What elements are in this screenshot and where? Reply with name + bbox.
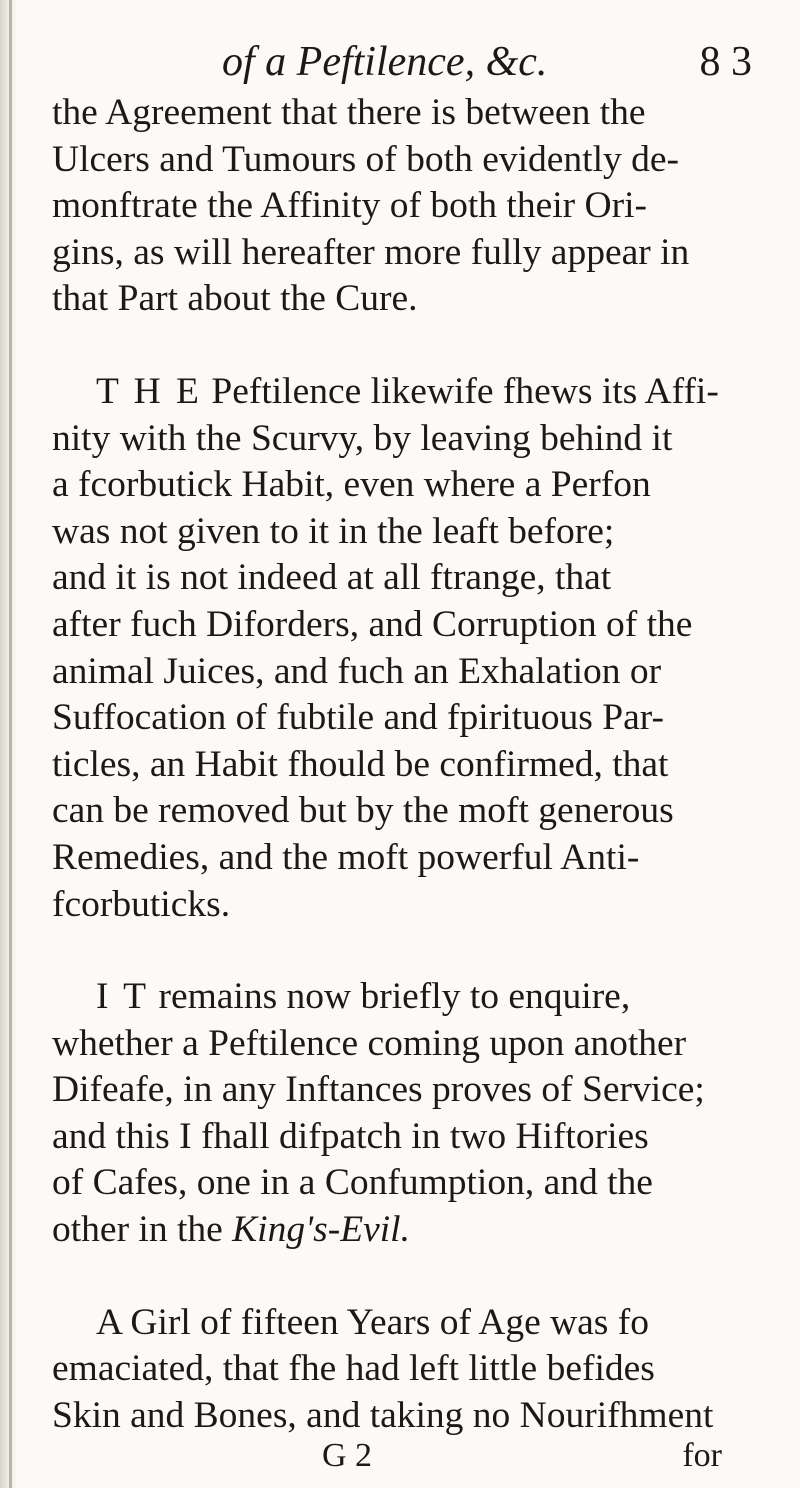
text-line: Suffocation of fubtile and fpirituous Par-: [52, 697, 664, 739]
text-line: whether a Peftilence coming upon another: [52, 1022, 687, 1064]
text-line: and this I fhall difpatch in two Hiftories: [52, 1115, 649, 1157]
text-line: animal Juices, and fuch an Exhalation or: [52, 650, 662, 692]
paragraph-1: [52, 90, 752, 323]
text-line: Ulcers and Tumours of both evidently de-: [52, 138, 680, 180]
text-line-first: A Girl of fifteen Years of Age was fo: [96, 1301, 650, 1343]
text-line: Difeafe, in any Inftances proves of Service;: [52, 1069, 705, 1111]
text-line: emaciated, that fhe had left little befides: [52, 1348, 655, 1390]
text-line: Skin and Bones, and taking no Nourifhment: [52, 1394, 714, 1436]
text-line: ticles, an Habit fhould be confirmed, that: [52, 743, 669, 785]
text-line: a fcorbutick Habit, even where a Perfon: [52, 464, 651, 506]
text-line: monftrate the Affinity of both their Ori-: [52, 185, 648, 227]
text-line-start: other in the: [52, 1209, 233, 1251]
text-line-rest: remains now briefly to enquire,: [149, 976, 631, 1018]
paragraph-lead-caps: I T: [96, 976, 150, 1018]
text-line-first: [52, 369, 752, 416]
text-line-last: [52, 1207, 752, 1254]
page-number: 8 3: [699, 39, 752, 85]
text-line: gins, as will hereafter more fully appear in: [52, 231, 690, 273]
paragraph-lead-caps: T H E: [96, 370, 202, 412]
binding-edge: [9, 0, 12, 1488]
catchword: for: [682, 1437, 722, 1475]
text-line: of Cafes, one in a Confumption, and the: [52, 1162, 653, 1204]
signature-mark: G 2: [322, 1437, 373, 1475]
text-line: that Part about the Cure.: [52, 278, 418, 320]
text-line-first: [52, 974, 752, 1021]
paragraph-3: [52, 974, 752, 1254]
paragraph-2: [52, 369, 752, 928]
paragraph-spacer: [52, 1254, 752, 1300]
text-line: fcorbuticks.: [52, 883, 231, 925]
text-line: was not given to it in the leaft before;: [52, 510, 615, 552]
italic-term: King's-Evil.: [232, 1209, 410, 1251]
paragraph-4: [52, 1300, 752, 1440]
paragraph-spacer: [52, 928, 752, 974]
text-line: nity with the Scurvy, by leaving behind it: [52, 417, 673, 459]
text-line: Remedies, and the moft powerful Anti-: [52, 836, 640, 878]
book-page: [52, 34, 752, 1485]
text-line: the Agreement that there is between the: [52, 92, 646, 133]
page-footer: [52, 1439, 752, 1485]
text-line: can be removed but by the moft generous: [52, 790, 674, 832]
text-line: after fuch Diforders, and Corruption of the: [52, 603, 693, 645]
running-head: [52, 34, 752, 90]
running-head-title: of a Peftilence, &c.: [222, 39, 548, 85]
text-line-rest: Peftilence likewife fhews its Affi-: [201, 370, 719, 412]
paragraph-spacer: [52, 323, 752, 369]
text-line: and it is not indeed at all ftrange, that: [52, 557, 612, 599]
